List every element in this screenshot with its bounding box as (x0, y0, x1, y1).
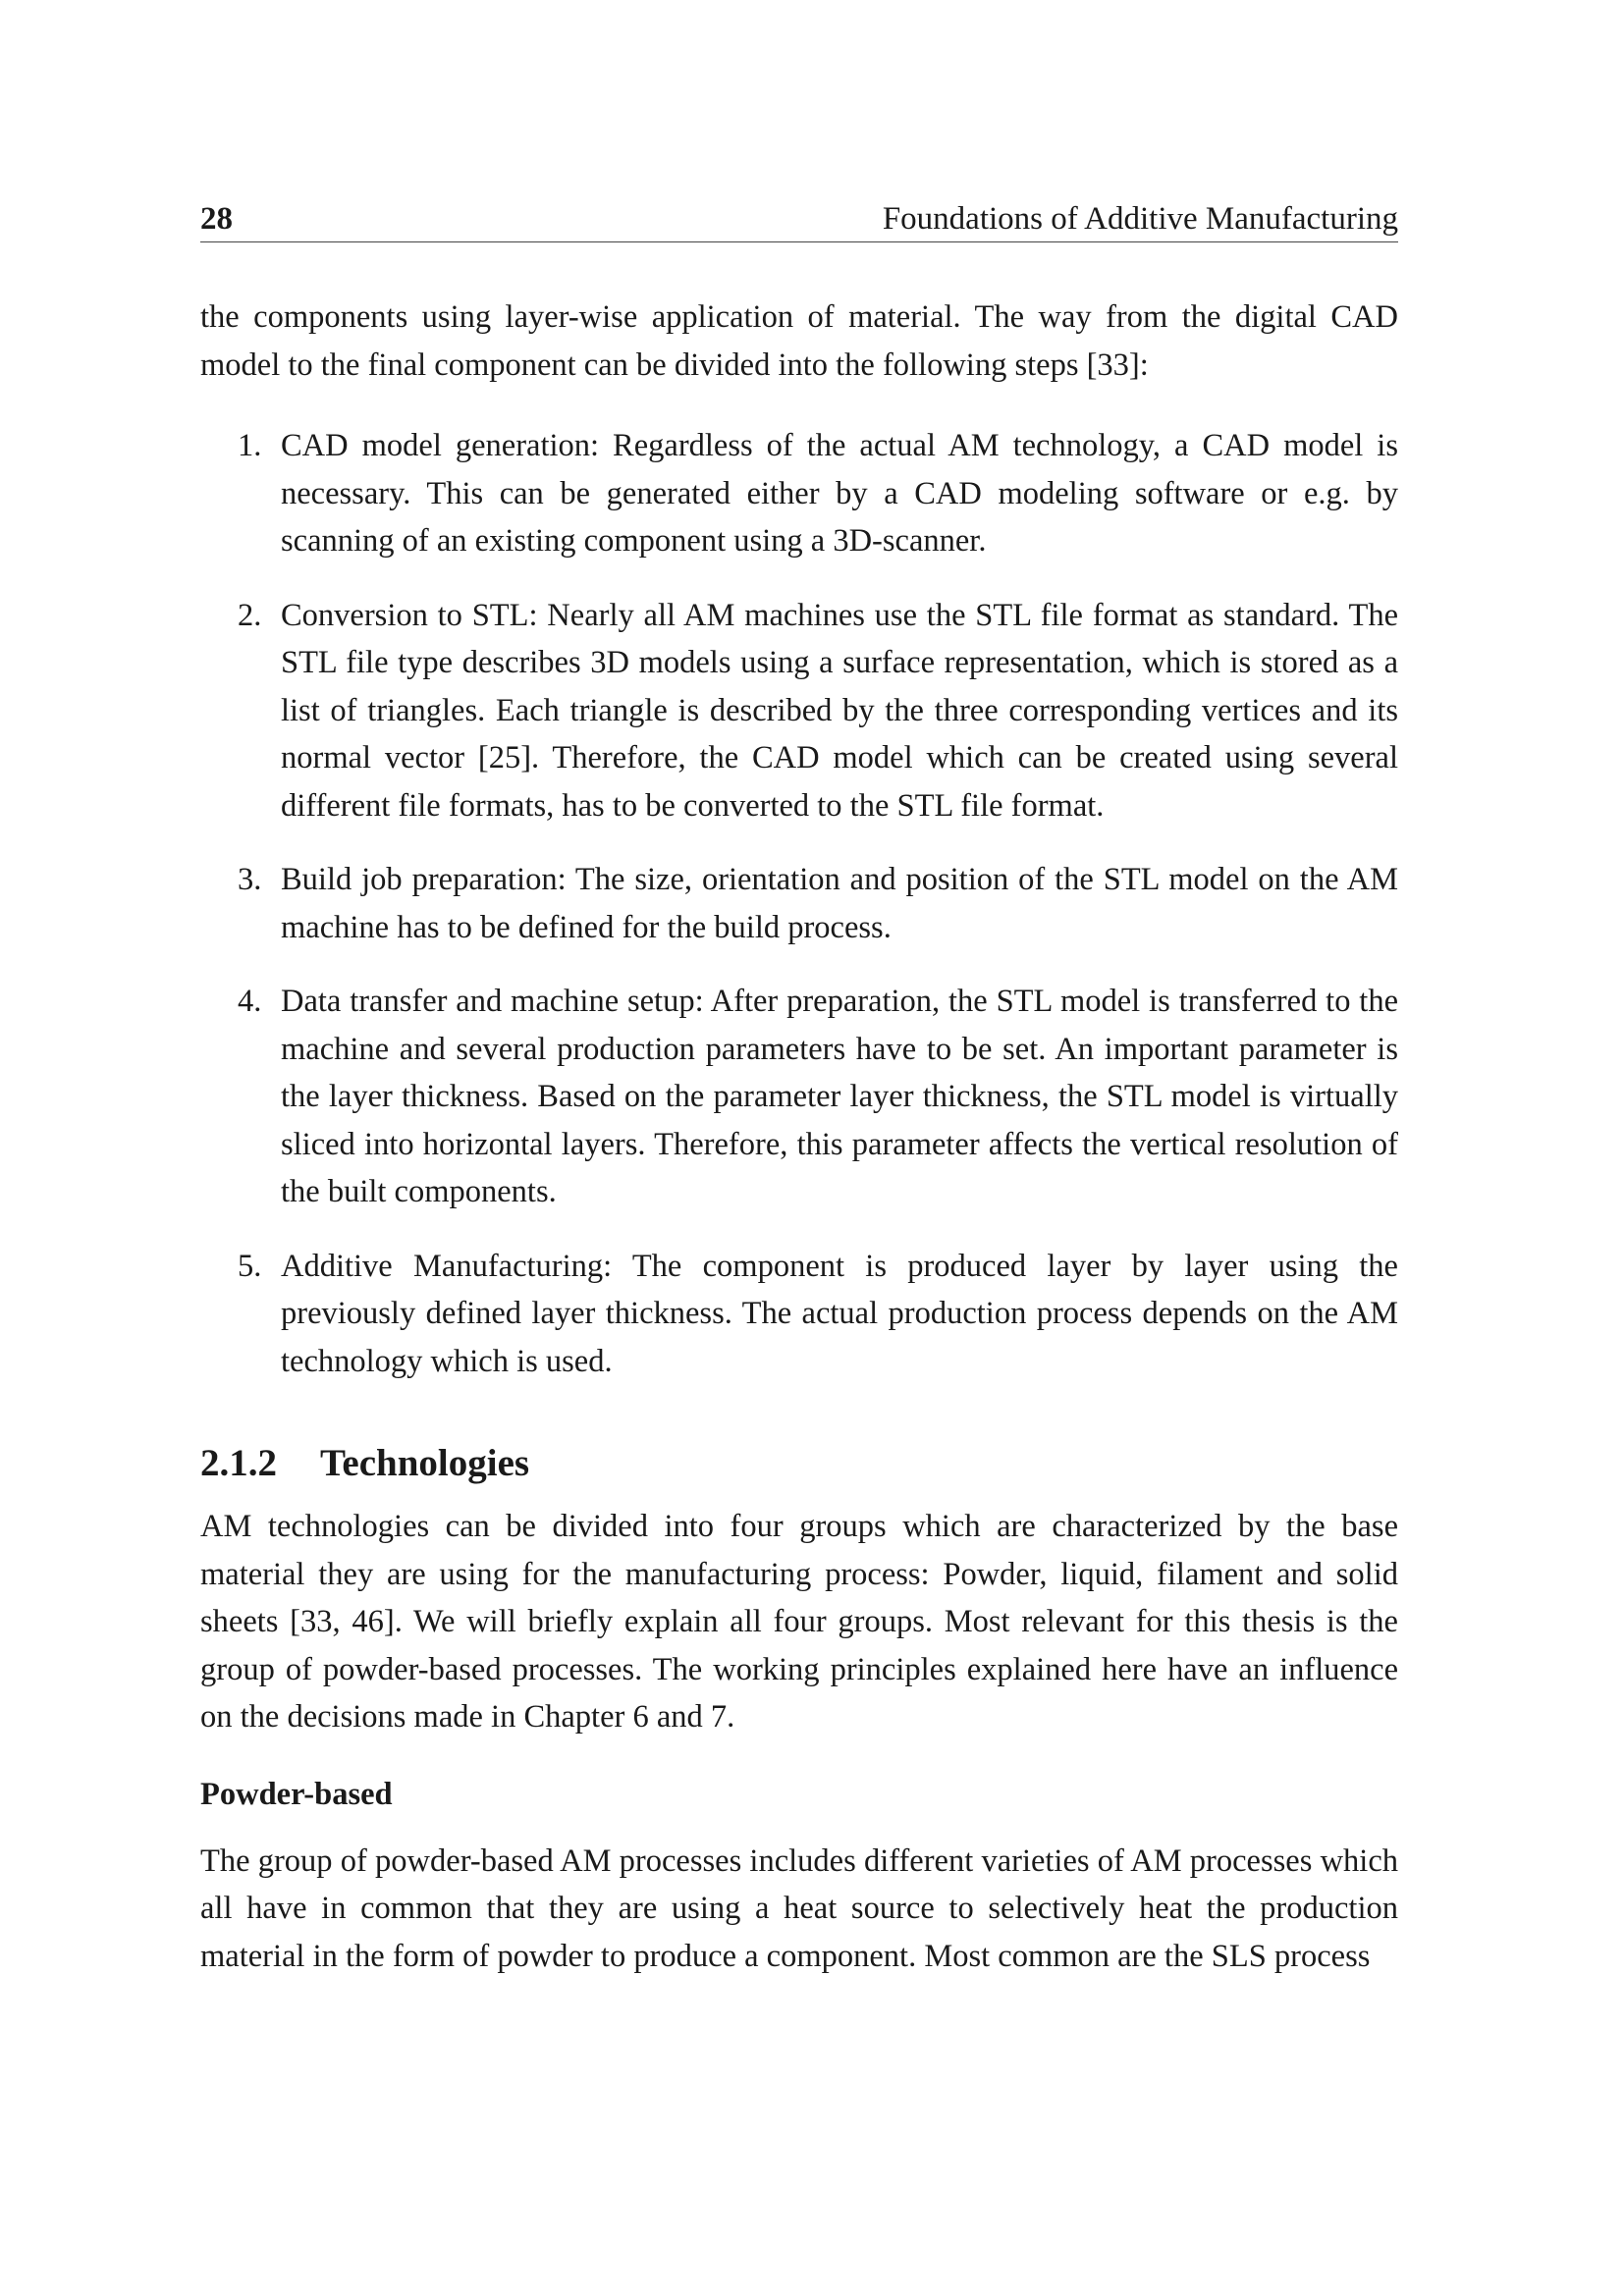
step-text: Additive Manufacturing: The component is produced layer by layer using the previously defined layer thickness. The actual production process depends on the AM technology which is used. (281, 1248, 1398, 1379)
step-number: 1. (238, 428, 262, 463)
step-number: 3. (238, 862, 262, 897)
running-title: Foundations of Additive Manufacturing (882, 201, 1398, 237)
list-item (200, 1243, 1398, 1386)
intro-paragraph: the components using layer-wise application of material. The way from the digital CAD model to the final component can be divided into the following steps [33]: (200, 299, 1398, 383)
section-heading (200, 1438, 1398, 1489)
step-number: 2. (238, 597, 262, 633)
section-title: Technologies (320, 1442, 530, 1484)
list-item (200, 978, 1398, 1216)
page-number: 28 (200, 201, 233, 237)
step-text: Data transfer and machine setup: After preparation, the STL model is transferred to the machine and several production parameters have to be set. An important parameter is the layer thickness. Based on the parameter layer thickness, the STL model is virtually sliced into horizontal layers. Therefore, this parameter affects the vertical resolution of the built components. (281, 984, 1398, 1209)
list-item (200, 592, 1398, 830)
steps-list (200, 422, 1398, 1385)
step-text: Build job preparation: The size, orientation and position of the STL model on the AM machine has to be defined for the build process. (281, 862, 1398, 945)
section-number: 2.1.2 (200, 1442, 277, 1484)
running-header (200, 196, 1398, 242)
list-item (200, 422, 1398, 565)
step-text: CAD model generation: Regardless of the actual AM technology, a CAD model is necessary. This can be generated either by a CAD modeling software or e.g. by scanning of an existing component using a 3D-scanner. (281, 428, 1398, 559)
page-body (200, 294, 1398, 1980)
step-text: Conversion to STL: Nearly all AM machines use the STL file format as standard. The STL file type describes 3D models using a surface representation, which is stored as a list of triangles. Each triangle is described by the three corresponding vertices and its normal vector [25]. Therefore, the CAD model which can be created using several different file formats, has to be converted to the STL file format. (281, 597, 1398, 824)
step-number: 5. (238, 1248, 262, 1284)
subsection-paragraph: The group of powder-based AM processes includes different varieties of AM processes which all have in common that they are using a heat source to selectively heat the production material in the form of powder to produce a component. Most common are the SLS process (200, 1842, 1398, 1974)
step-number: 4. (238, 984, 262, 1019)
subsection-heading: Powder-based (200, 1776, 393, 1812)
section-paragraph: AM technologies can be divided into four groups which are characterized by the base material they are using for the manufacturing process: Powder, liquid, filament and solid sheets [33, 46]. We will briefly explain all four groups. Most relevant for this thesis is the group of powder-based processes. The working principles explained here have an influence on the decisions made in Chapter 6 and 7. (200, 1509, 1398, 1735)
list-item (200, 856, 1398, 951)
